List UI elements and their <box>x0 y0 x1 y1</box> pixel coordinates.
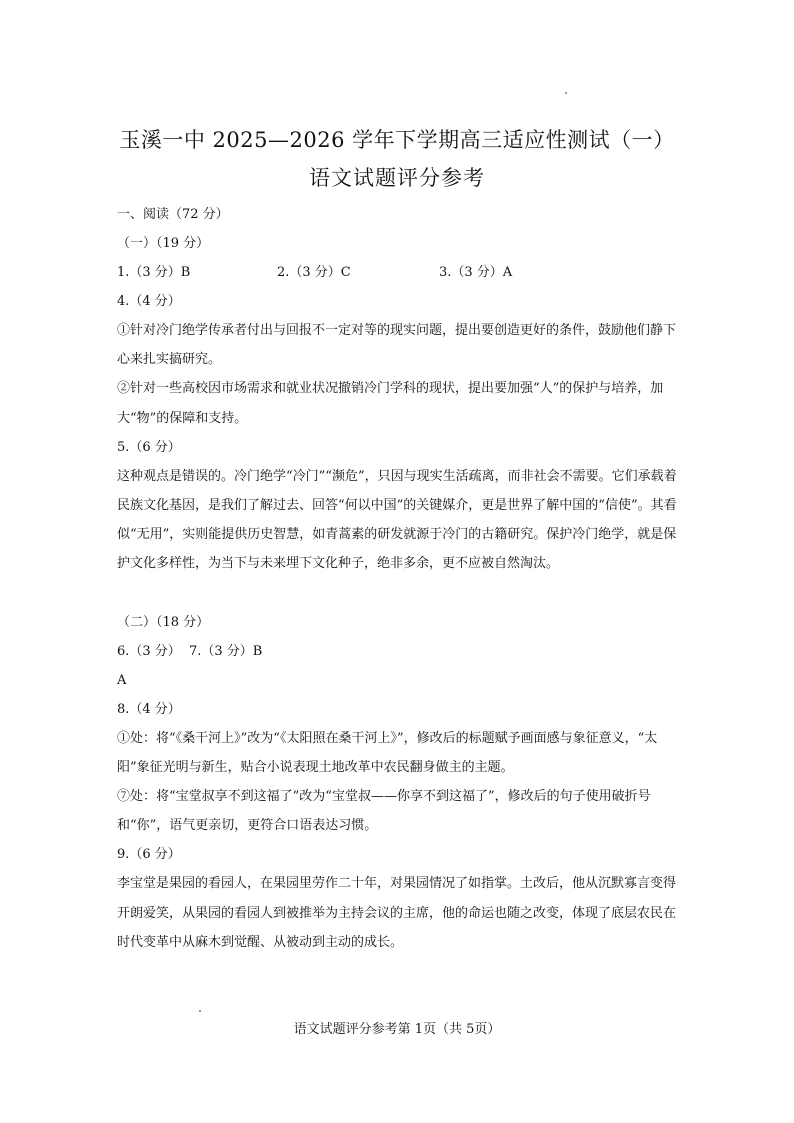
question-label: 8.（4 分） <box>117 701 181 717</box>
answer-point: ②针对一些高校因市场需求和就业状况撤销冷门学科的现状，提出要加强“人”的保护与培养，加大“物”的保障和支持。 <box>117 381 664 426</box>
question-label: 5.（6 分） <box>117 439 181 455</box>
answer-paragraph: 这种观点是错误的。冷门绝学“冷门”“濒危”，只因与现实生活疏离，而非社会不需要。它们承载着民族文化基因，是我们了解过去、回答“何以中国”的关键媒介，更是世界了解中国的“信使”。其看似“无用”，实则能提供历史智慧，如青蒿素的研发就源于冷门的古籍研究。保护冷门绝学，就是保护文化多样性，为当下与未来埋下文化种子，绝非多余，更不应被自然淘汰。 <box>117 468 677 572</box>
answer-point: ⑦处：将“宝堂叔享不到这福了”改为“宝堂叔——你享不到这福了”，修改后的句子使用破折号和“你”，语气更亲切，更符合口语表达习惯。 <box>117 789 651 834</box>
answer-q1: 1.（3 分）B <box>117 265 191 280</box>
part-heading: （一）（19 分） <box>117 236 210 251</box>
answer-q3: 3.（3 分）A <box>439 265 513 280</box>
answer-q2: 2.（3 分）C <box>277 265 351 280</box>
answer-key-body <box>117 200 677 957</box>
scan-speck <box>199 1010 201 1012</box>
question-label: 9.（6 分） <box>117 847 181 863</box>
part-heading: （二）（18 分） <box>117 614 210 630</box>
section-heading: 一、阅读（72 分） <box>117 207 229 222</box>
answer-row <box>117 258 677 287</box>
answer-q7: 7.（3 分）B <box>189 643 263 659</box>
scan-speck <box>565 92 567 94</box>
document-title: 玉溪一中 2025—2026 学年下学期高三适应性测试（一） <box>119 128 675 152</box>
spacer <box>117 579 677 608</box>
document-subtitle: 语文试题评分参考 <box>309 166 485 190</box>
answer-q6: 6.（3 分）A <box>117 643 181 688</box>
answer-point: ①针对冷门绝学传承者付出与回报不一定对等的现实问题，提出要创造更好的条件，鼓励他们静下心来扎实搞研究。 <box>117 323 677 368</box>
page-footer: 语文试题评分参考第 1页（共 5页） <box>293 1022 501 1037</box>
answer-row <box>117 637 677 695</box>
answer-point: ①处：将“《桑干河上》”改为“《太阳照在桑干河上》”，修改后的标题赋予画面感与象征意义，“太阳”象征光明与新生，贴合小说表现土地改革中农民翻身做主的主题。 <box>117 730 658 775</box>
answer-paragraph: 李宝堂是果园的看园人，在果园里劳作二十年，对果园情况了如指掌。土改后，他从沉默寡言变得开朗爱笑，从果园的看园人到被推举为主持会议的主席，他的命运也随之改变，体现了底层农民在时代变革中从麻木到觉醒、从被动到主动的成长。 <box>117 876 677 950</box>
question-label: 4.（4 分） <box>117 294 181 309</box>
